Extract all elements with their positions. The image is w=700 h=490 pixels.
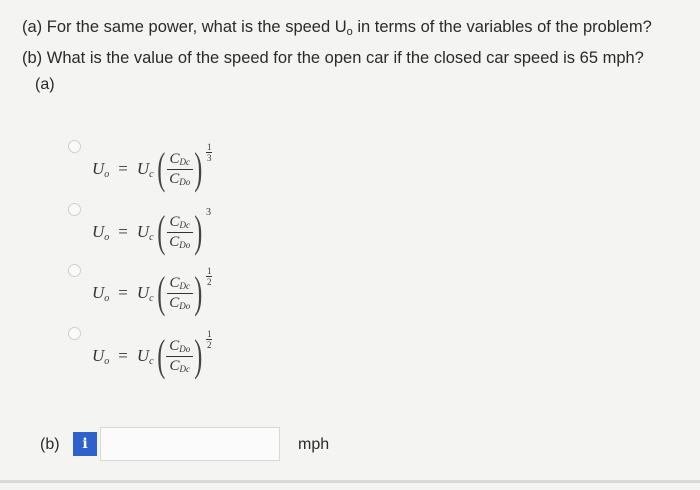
question-line-b: (b) What is the value of the speed for the open car if the closed car speed is 65 mph?: [22, 49, 644, 67]
divider: [0, 480, 700, 483]
answer-option-4[interactable]: [68, 327, 308, 385]
answer-option-1[interactable]: [68, 140, 308, 198]
answer-option-2[interactable]: [68, 203, 308, 261]
radio-button-option-3[interactable]: [68, 264, 81, 277]
radio-button-option-2[interactable]: [68, 203, 81, 216]
question-line-a: (a) For the same power, what is the speed $U_o$ in terms of the variables of the problem?: [22, 18, 652, 38]
radio-button-option-4[interactable]: [68, 327, 81, 340]
unit-label: mph: [298, 436, 330, 453]
radio-button-option-1[interactable]: [68, 140, 81, 153]
answer-option-3[interactable]: [68, 264, 308, 322]
info-icon[interactable]: i: [73, 432, 97, 456]
part-a-label: (a): [35, 76, 55, 93]
formula-option-2: $U_o$ = $U_c$ ( $\frac{C_{Dc}}{C_{Do}}$ ) 3: [92, 207, 211, 256]
formula-option-1: $U_o$ = $U_c$ ( $\frac{C_{Dc}}{C_{Do}}$ ) 1 3: [92, 142, 212, 193]
part-b-label: (b): [40, 436, 60, 453]
formula-option-3: $U_o$ = $U_c$ ( $\frac{C_{Dc}}{C_{Do}}$ ) 1 2: [92, 266, 212, 317]
formula-option-4: $U_o$ = $U_c$ ( $\frac{C_{Do}}{C_{Dc}}$ ) 1 2: [92, 329, 212, 380]
question-text: [22, 14, 652, 71]
speed-answer-input[interactable]: [100, 427, 280, 461]
